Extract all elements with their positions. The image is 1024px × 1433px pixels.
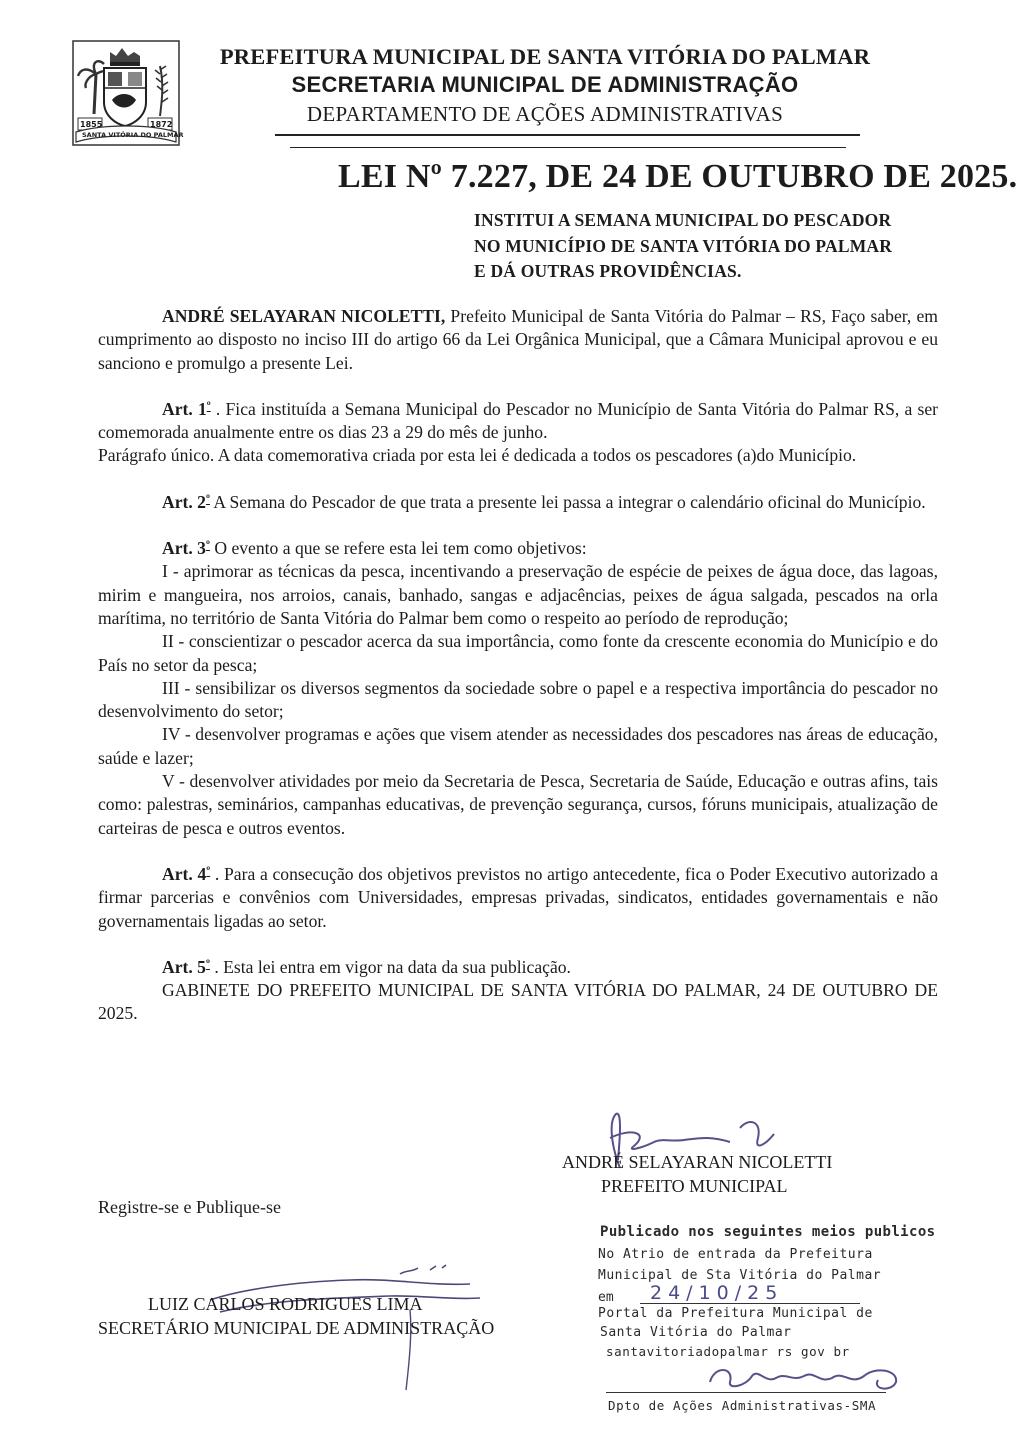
article-2-ordinal: º: [205, 491, 210, 506]
stamp-line-3: Municipal de Sta Vitória do Palmar: [598, 1268, 882, 1283]
article-1-text: . Fica instituída a Semana Municipal do Pescador no Município de Santa Vitória do Palmar RS, a ser comemorada anualmente entre os dias 23 a 29 do mês de junho.: [98, 398, 938, 443]
article-4-text: . Para a consecução dos objetivos previstos no artigo antecedente, fica o Poder Executivo autorizado a firmar parcerias e convênios com Universidades, empresas privadas, sindicatos, entidades governamentais e não governamentais ligadas ao setor.: [98, 863, 938, 931]
article-3-item-iii: III - sensibilizar os diversos segmentos da sociedade sobre o papel e a respectiva importância do pescador no desenvolvimento do setor;: [98, 677, 938, 722]
article-4-label: Art. 4: [162, 863, 207, 884]
article-1-paragraph: Parágrafo único. A data comemorativa criada por esta lei é dedicada a todos os pescadores (a)do Município.: [98, 445, 857, 466]
article-3-label: Art. 3: [162, 538, 206, 559]
header-prefeitura: PREFEITURA MUNICIPAL DE SANTA VITÓRIA DO PALMAR: [219, 44, 871, 69]
article-3-ordinal: º: [205, 538, 210, 553]
ementa-line-2: NO MUNICÍPIO DE SANTA VITÓRIA DO PALMAR: [474, 236, 893, 256]
article-2-label: Art. 2: [162, 491, 206, 512]
law-body: [98, 305, 938, 1026]
law-title: LEI Nº 7.227, DE 24 DE OUTUBRO DE 2025.: [338, 158, 1018, 195]
article-5-text: . Esta lei entra em vigor na data da sua publicação.: [209, 956, 571, 977]
article-1-label: Art. 1: [162, 398, 207, 419]
article-3-item-ii: II - conscientizar o pescador acerca da sua importância, como fonte da crescente economia do Município e do País no setor da pesca;: [98, 631, 938, 675]
stamp-signature-scrawl: [700, 1356, 910, 1396]
stamp-em-label: em: [598, 1290, 614, 1305]
stamp-line-1: Publicado nos seguintes meios publicos: [600, 1224, 936, 1240]
stamp-line-7: santavitoriadopalmar rs gov br: [606, 1344, 850, 1359]
registre-publique: Registre-se e Publique-se: [98, 1197, 281, 1217]
article-2: [98, 488, 938, 514]
preamble-text: Prefeito Municipal de Santa Vitória do Palmar – RS, Faço saber, em cumprimento ao disposto no inciso III do artigo 66 da Lei Orgânica Municipal, que a Câmara Municipal aprovou e eu sanciono e promulgo a presente Lei.: [98, 306, 938, 373]
article-5: [98, 953, 938, 979]
header-secretaria: SECRETARIA MUNICIPAL DE ADMINISTRAÇÃO: [291, 72, 799, 97]
header-departamento: DEPARTAMENTO DE AÇÕES ADMINISTRATIVAS: [306, 102, 784, 126]
header-rule-top: [275, 134, 860, 136]
closing-gabinete: GABINETE DO PREFEITO MUNICIPAL DE SANTA VITÓRIA DO PALMAR, 24 DE OUTUBRO DE 2025.: [98, 980, 938, 1024]
article-1-ordinal: º: [206, 398, 211, 413]
article-3-item-iv: IV - desenvolver programas e ações que visem atender as necessidades dos pescadores nas áreas de educação, saúde e lazer;: [98, 724, 938, 768]
stamp-handwritten-date: 24/10/25: [650, 1282, 784, 1304]
stamp-line-5: Portal da Prefeitura Municipal de: [598, 1306, 873, 1321]
article-3-item-v: V - desenvolver atividades por meio da Secretaria de Pesca, Secretaria de Saúde, Educação e outras afins, tais como: palestras, seminários, campanhas educativas, de prevenção segurança, cursos, fóruns municipais, atualização de carteiras de pesca e outros eventos.: [98, 771, 938, 838]
secretary-signature-name: LUIZ CARLOS RODRIGUES LIMA: [148, 1294, 423, 1314]
article-5-label: Art. 5: [162, 956, 206, 977]
crest-year-left: 1855: [80, 120, 103, 129]
mayor-signature-role: PREFEITO MUNICIPAL: [601, 1176, 788, 1196]
preamble: [98, 305, 938, 375]
article-5-ordinal: º: [205, 956, 210, 971]
ementa-line-1: INSTITUI A SEMANA MUNICIPAL DO PESCADOR: [474, 210, 892, 230]
crest-banner-text: SANTA VITÓRIA DO PALMAR: [82, 131, 184, 139]
mayor-name-inline: ANDRÉ SELAYARAN NICOLETTI,: [162, 306, 446, 326]
stamp-line-8: Dpto de Ações Administrativas-SMA: [608, 1398, 877, 1413]
article-4-ordinal: º: [206, 863, 211, 878]
crest-year-right: 1872: [150, 120, 173, 129]
stamp-line-6: Santa Vitória do Palmar: [600, 1325, 792, 1340]
header-rule-bottom: [290, 147, 846, 148]
ementa-line-3: E DÁ OUTRAS PROVIDÊNCIAS.: [474, 261, 742, 281]
article-3-text: O evento a que se refere esta lei tem como objetivos:: [209, 538, 587, 559]
article-3-item-i: I - aprimorar as técnicas da pesca, incentivando a preservação de espécie de peixes de água doce, das lagoas, mirim e mangueira, nos arroios, canais, banhado, sangas e adjacências, peixes de água salgada, pescados na orla marítima, no território de Santa Vitória do Palmar bem como o respeito ao período de reprodução;: [98, 561, 938, 628]
article-4: [98, 860, 938, 933]
secretary-signature-role: SECRETÁRIO MUNICIPAL DE ADMINISTRAÇÃO: [98, 1318, 495, 1338]
stamp-signature-line: [606, 1392, 886, 1393]
stamp-line-2: No Atrio de entrada da Prefeitura: [598, 1247, 873, 1262]
stamp-date-underline: [640, 1303, 860, 1304]
municipal-crest: [72, 40, 184, 146]
article-1: [98, 395, 938, 445]
article-2-text: A Semana do Pescador de que trata a presente lei passa a integrar o calendário oficinal do Município.: [209, 491, 926, 512]
mayor-signature-name: ANDRÉ SELAYARAN NICOLETTI: [562, 1152, 833, 1172]
article-3: [98, 534, 938, 560]
